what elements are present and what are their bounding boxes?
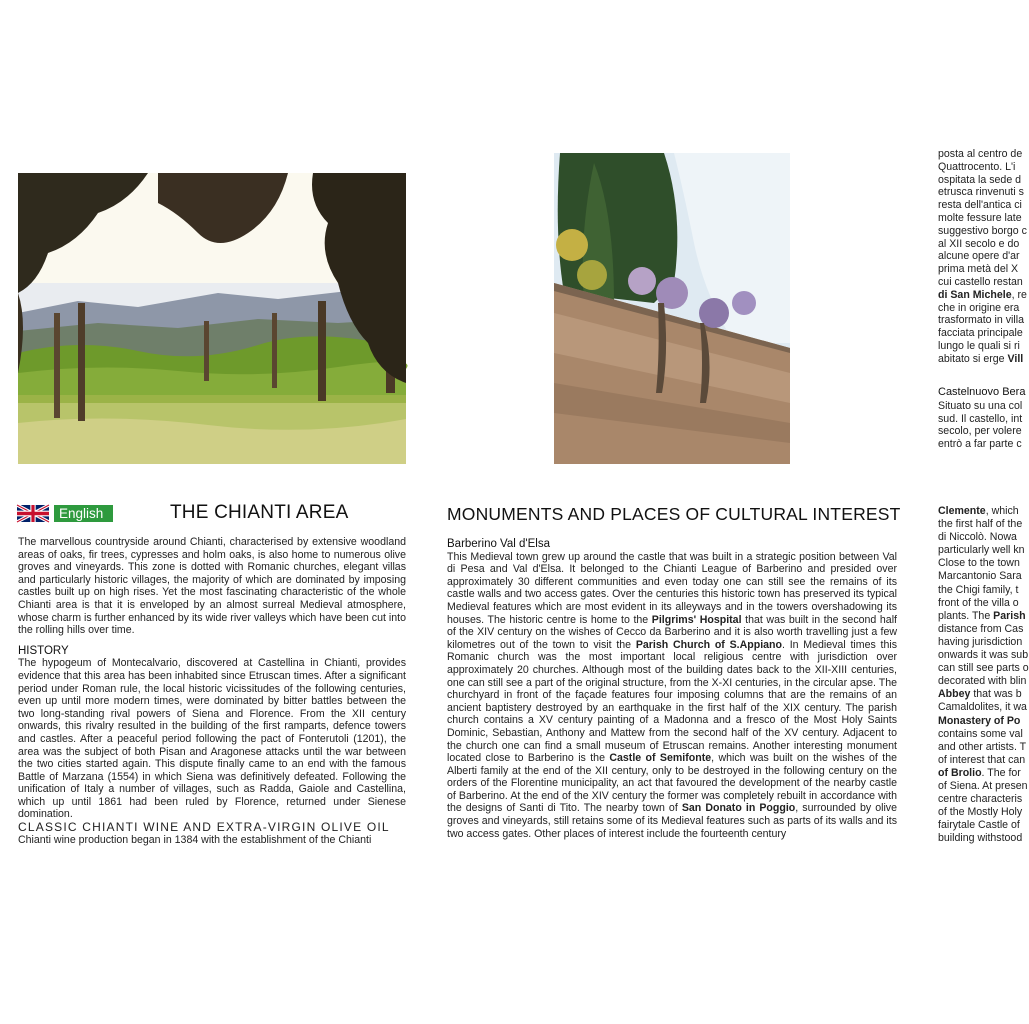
text-line: lungo le quali si ri: [938, 339, 1020, 352]
chianti-area-title: THE CHIANTI AREA: [170, 502, 349, 523]
pilgrims-hospital: Pilgrims' Hospital: [651, 613, 742, 626]
text-line: of Siena. At presen: [938, 779, 1028, 792]
text-line: Clemente, which: [938, 505, 1019, 517]
right-bottom-column: [938, 505, 1029, 872]
parish-church-s-appiano: Parish Church of S.Appiano: [635, 638, 782, 651]
text-line: trasformato in villa: [938, 314, 1024, 327]
barberino-heading: Barberino Val d'Elsa: [447, 538, 550, 550]
text-line: Abbey that was b: [938, 688, 1022, 701]
text-line: cui castello restan: [938, 275, 1023, 288]
history-heading: HISTORY: [18, 644, 69, 657]
stone-wall-photo: [554, 153, 790, 464]
text-line: front of the villa o: [938, 596, 1019, 609]
right-top-column-2: [938, 386, 1024, 472]
language-tag: [17, 505, 113, 522]
text-line: di Niccolò. Nowa: [938, 531, 1017, 544]
text-line: and other artists. T: [938, 740, 1027, 753]
text-line: the first half of the: [938, 518, 1023, 531]
text-line: di San Michele, re: [938, 288, 1027, 301]
text-line: distance from Cas: [938, 622, 1024, 635]
text-line: fairytale Castle of: [938, 819, 1020, 832]
text-line: Situato su una col: [938, 399, 1023, 412]
text-line: of Brolio. The for: [938, 766, 1021, 779]
san-donato-in-poggio: San Donato in Poggio: [681, 802, 796, 815]
text-line: resta dell'antica ci: [938, 199, 1022, 212]
text-line: alcune opere d'ar: [938, 250, 1020, 263]
text-line: sud. Il castello, int: [938, 412, 1023, 425]
text-line: facciata principale: [938, 327, 1023, 340]
text-line: Close to the town: [938, 557, 1020, 570]
text-line: prima metà del X: [938, 263, 1019, 276]
text-line: centre characteris: [938, 793, 1023, 806]
text-line: the Chigi family, t: [938, 583, 1019, 596]
text-line: Camaldolites, it wa: [938, 701, 1027, 714]
text-line: of interest that can: [938, 753, 1026, 766]
text-line: particularly well kn: [938, 544, 1025, 557]
left-column: [18, 536, 406, 846]
text-line: contains some val: [938, 727, 1023, 740]
history-paragraph: The hypogeum of Montecalvario, discovered at Castellina in Chianti, provides evidence that this area has been inhabited since Etruscan times. After a significant period under Roman rule, the local historic vicissitudes of the following centuries, even up until more modern times, were dominated by bitter battles between the two long-standing rival powers of Siena and Florence. From the XII century onwards, this rivalry resulted in the building of the first ramparts, defence towers and castles. After a peaceful period following the pact of Fonterutoli (1201), the area was the subject of both Pisan and Aragonese attacks until the war between the two cities started again. This dispute finally came to an end with the famous Battle of Marzana (1554) in which Siena was definitively defeated. Following the unification of Italy a number of villages, such as Radda, Gaiole and Castellina, which up until 1861 had been ruled by Florence, returned under Sienese domination.: [18, 657, 406, 821]
text-line: Marcantonio Sara: [938, 570, 1022, 583]
text-line: plants. The Parish: [938, 609, 1026, 622]
text-line: building withstood: [938, 832, 1023, 845]
text-line: ospitata la sede d: [938, 173, 1022, 186]
language-label: English: [54, 505, 113, 522]
wine-paragraph: Chianti wine production began in 1384 with the establishment of the Chianti: [18, 833, 372, 846]
text-line: posta al centro de: [938, 148, 1023, 160]
text-line: suggestivo borgo c: [938, 224, 1027, 237]
text-line: molte fessure late: [938, 211, 1022, 224]
text-line: can still see parts o: [938, 662, 1029, 675]
text-line: of the Mostly Holy: [938, 806, 1023, 819]
uk-flag-icon: [17, 505, 49, 522]
castle-of-semifonte: Castle of Semifonte: [609, 752, 712, 765]
monuments-title: MONUMENTS AND PLACES OF CULTURAL INTEREST: [447, 504, 901, 524]
text-line: secolo, per volere: [938, 425, 1022, 438]
text-line: che in origine era: [938, 301, 1020, 314]
intro-paragraph: The marvellous countryside around Chianti, characterised by extensive woodland areas of oaks, fir trees, cypresses and holm oaks, is also home to numerous olive groves and vineyards. This zone is dotted with Romanic churches, elegant villas and particularly historic villages, the majority of which are dominated by imposing castles built up on high rises. Yet the most fascinating characteristic of the whole Chianti area is that it is enveloped by an almost surreal Medieval atmosphere, whose charm is further enhanced by its wide river valleys which have been cut into the rolling hills over time.: [18, 536, 406, 637]
text-line: etrusca rinvenuti s: [938, 186, 1024, 199]
text-line: Quattrocento. L'i: [938, 160, 1016, 173]
text-line: having jurisdiction: [938, 635, 1023, 648]
text-line: decorated with blin: [938, 675, 1027, 688]
text-line: Monastery of Po: [938, 714, 1021, 727]
right-top-column: [938, 148, 1027, 402]
wine-heading: CLASSIC CHIANTI WINE AND EXTRA-VIRGIN OLIVE OIL: [18, 820, 390, 835]
barberino-paragraph: This Medieval town grew up around the castle that was built in a strategic position between Val di Pesa and Val d'Elsa. It belonged to the Chianti League of Barberino and presided over approximately 30 different communities and even today one can still see the remains of its castle walls and two access gates. Over the centuries this historic town has preserved its typical Medieval features which are most evident in its alleyways and in the towers overshadowing its houses. The historic centre is home to the Pilgrims' Hospital that was built in the second half of the XIV century on the wishes of Cecco da Barberino and it is also worth travelling just a few kilometres out of the town to visit the Parish Church of S.Appiano. In Medieval times this Romanic church was the most important local religious centre with jurisdiction over approximately 20 churches. Although most of the building dates back to the XII-XIII centuries, one can still see a part of the original structure, from the X-XI centuries, in the circular apse. The churchyard in front of the façade features four imposing columns that are the remains of an ancient baptistery destroyed by an earthquake in the first half of the XIX century. The parish church contains a XV century painting of a Madonna and a fresco of the Most Holy Saints Dominic, Sebastian, Anthony and Mattew from the second half of the XV century. Adjacent to the church one can find a small museum of Etruscan remains. Another interesting monument located close to Barberino is the Castle of Semifonte, which was built on the wishes of the Alberti family at the end of the XII century, only to be destroyed in the following century on the orders of the Florentine municipality, an act that favoured the development of the nearby castle of Barberino. At the end of the XIV century the former was completely rebuilt in accordance with the designs of Santi di Tito. The nearby town of San Donato in Poggio, surrounded by olive groves and vineyards, still retains some of its Medieval features such as parts of its walls and its two access gates. Other places of interest include the fourteenth century: [447, 550, 897, 840]
text-line: entrò a far parte c: [938, 438, 1022, 451]
castelnuovo-heading: Castelnuovo Bera: [938, 386, 1026, 398]
text-line: onwards it was sub: [938, 649, 1029, 662]
vineyard-photo: [18, 173, 406, 464]
text-line: abitato si erge Vill: [938, 352, 1024, 365]
middle-column: [447, 538, 897, 871]
text-line: al XII secolo e do: [938, 237, 1020, 250]
